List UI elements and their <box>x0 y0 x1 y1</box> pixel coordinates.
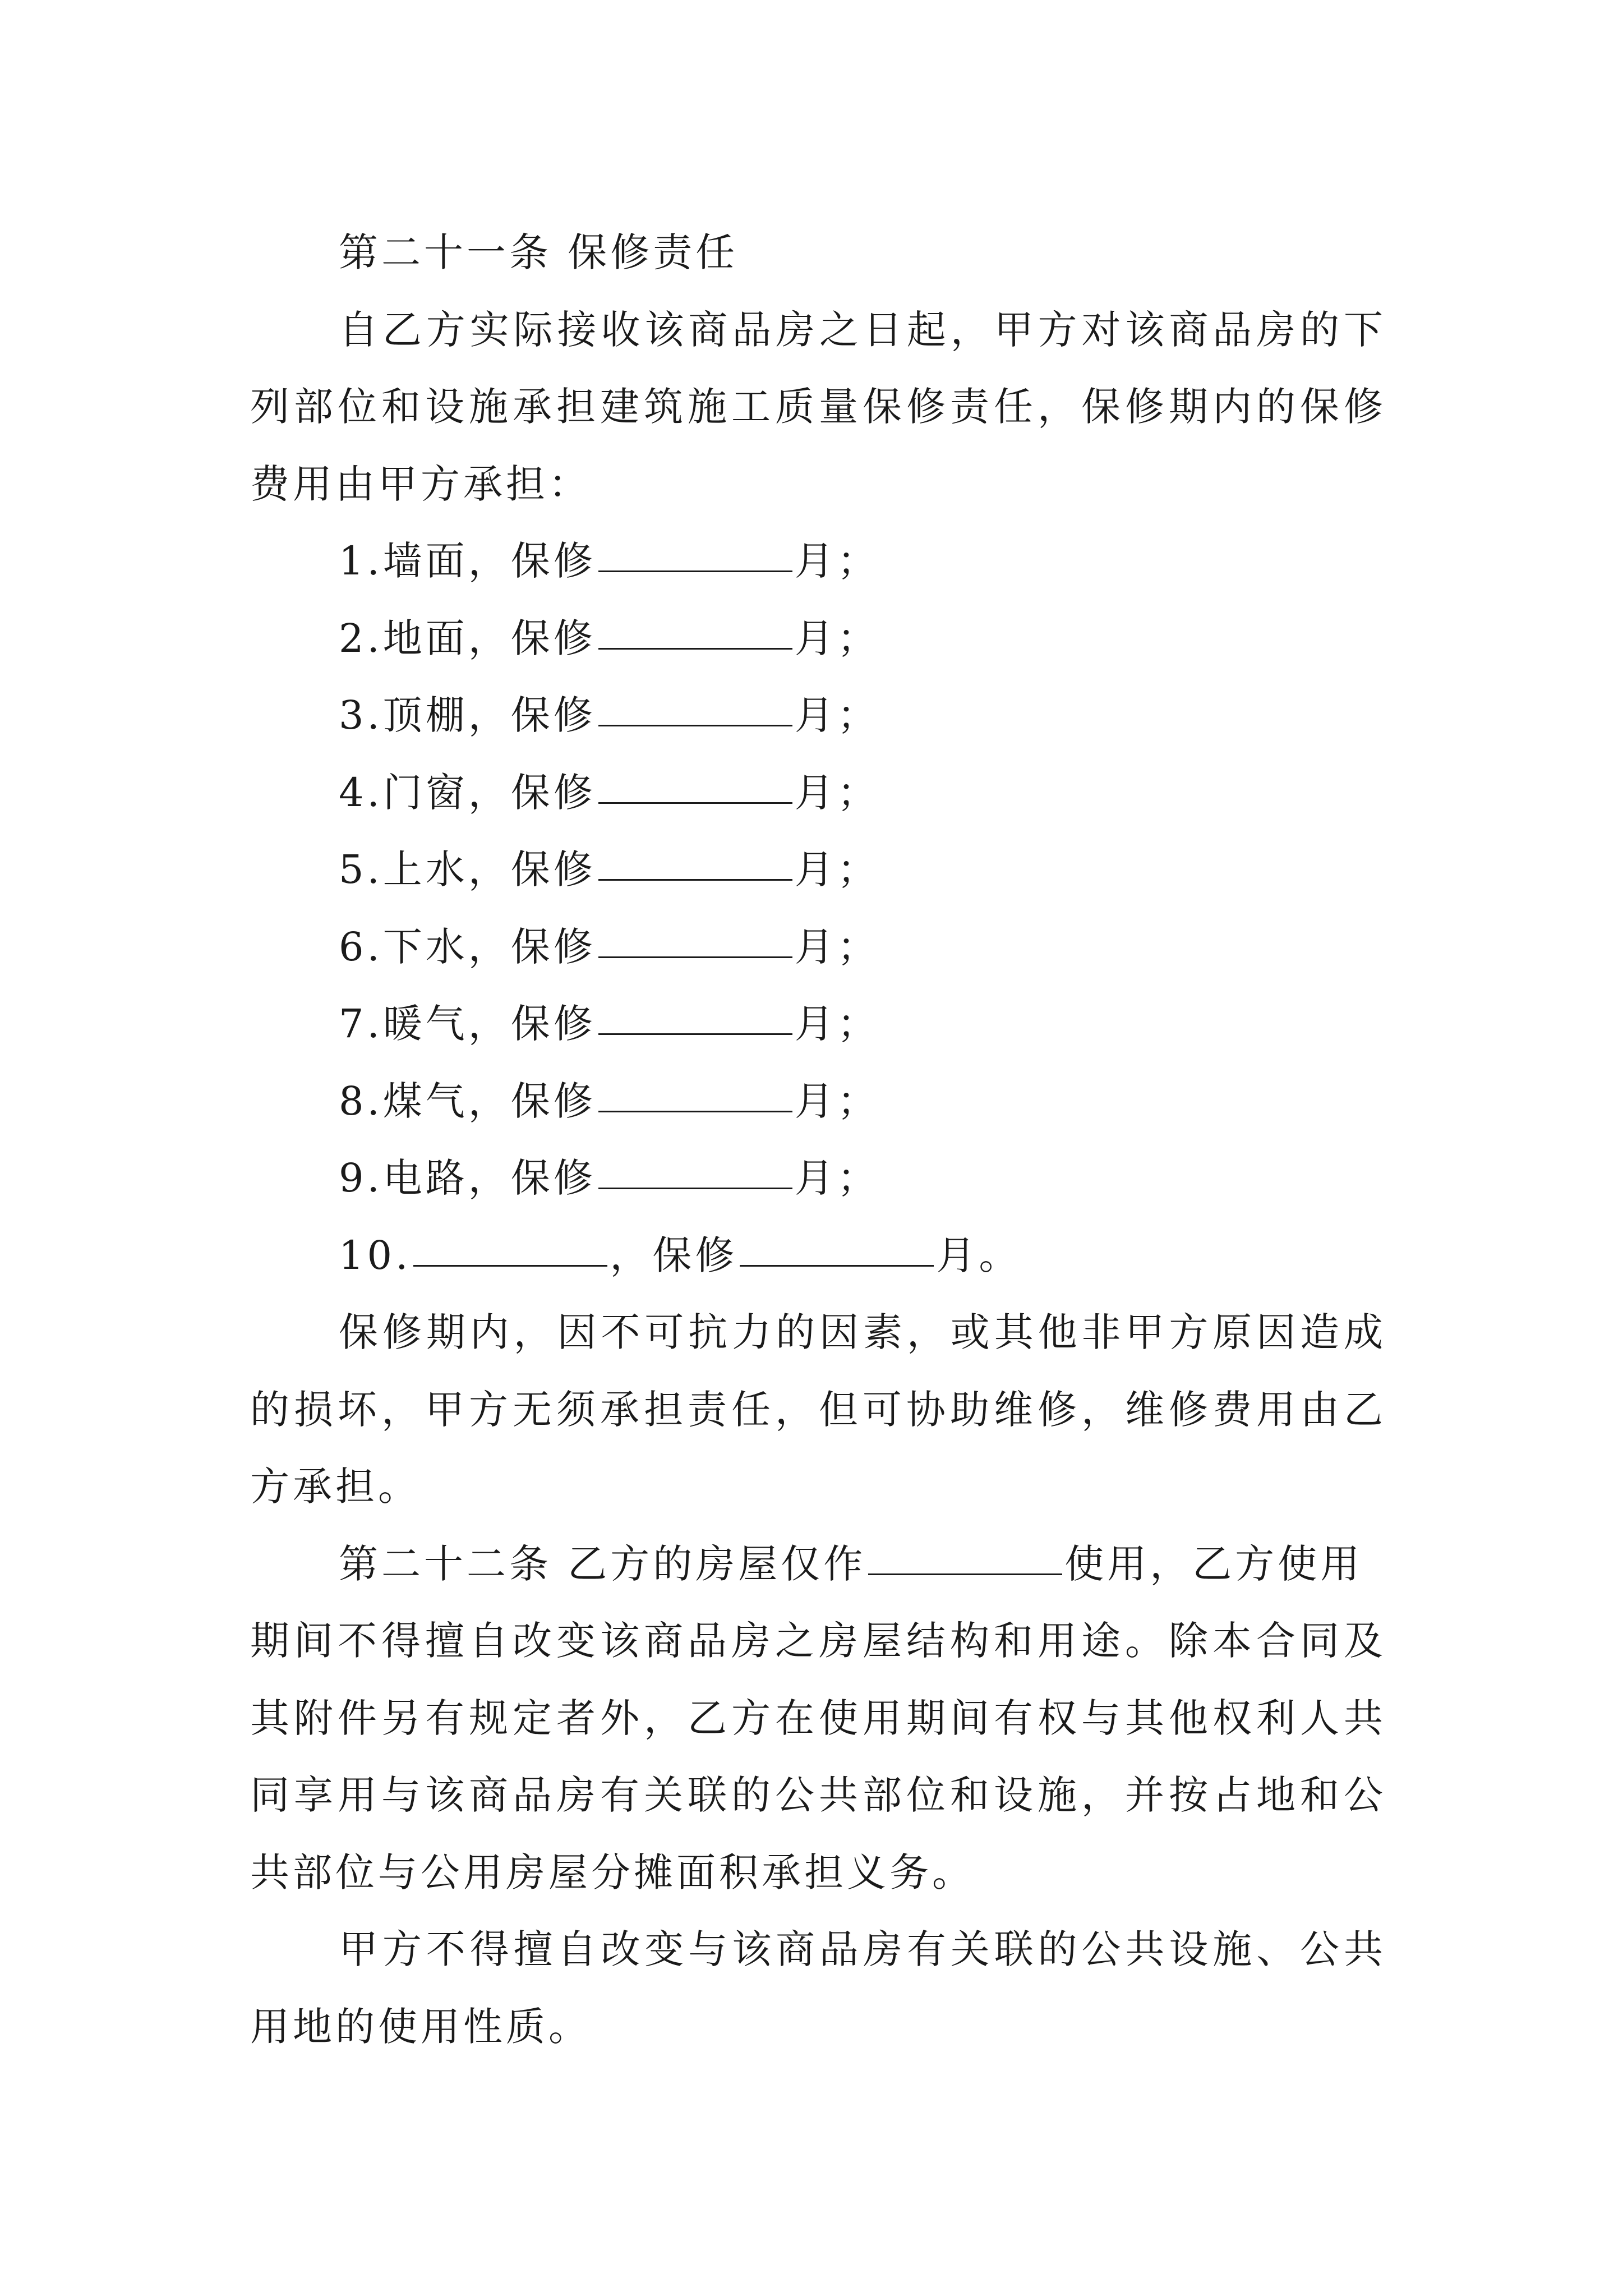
fill-in-blank[interactable] <box>598 1186 792 1189</box>
fill-in-blank[interactable] <box>598 724 792 726</box>
fill-in-blank[interactable] <box>740 1264 934 1267</box>
article-21-intro-line-1: 自乙方实际接收该商品房之日起，甲方对该商品房的下 <box>339 306 1386 353</box>
warranty-item-label: 1.墙面，保修 <box>339 538 596 584</box>
warranty-item-3 <box>250 677 1386 754</box>
warranty-item-unit: 月； <box>794 1001 880 1047</box>
fill-in-blank[interactable] <box>598 955 792 958</box>
article-21-intro-line-3: 费用由甲方承担： <box>250 461 591 507</box>
warranty-item-label: 6.下水，保修 <box>339 923 596 970</box>
warranty-item-10 <box>250 1217 1386 1295</box>
warranty-item-label: 9.电路，保修 <box>339 1155 596 1201</box>
warranty-item-8 <box>250 1063 1386 1140</box>
fill-in-blank[interactable] <box>598 569 792 572</box>
warranty-item-unit: 月； <box>794 692 880 738</box>
public-facilities-line-1: 甲方不得擅自改变与该商品房有关联的公共设施、公共 <box>339 1926 1386 1972</box>
fill-in-blank[interactable] <box>413 1264 607 1267</box>
article-22-line-1 <box>250 1526 1386 1603</box>
warranty-item-label: 7.暖气，保修 <box>339 1001 596 1047</box>
warranty-item-label: 8.煤气，保修 <box>339 1078 596 1124</box>
warranty-item-6 <box>250 909 1386 986</box>
fill-in-blank[interactable] <box>598 801 792 804</box>
warranty-item-label: 5.上水，保修 <box>339 846 596 892</box>
warranty-item-label: 2.地面，保修 <box>339 615 596 661</box>
article-21-intro-line-2: 列部位和设施承担建筑施工质量保修责任，保修期内的保修 <box>250 384 1386 430</box>
warranty-item-unit: 月； <box>794 538 880 584</box>
document-body <box>250 214 1386 2065</box>
warranty-item-label: 3.顶棚，保修 <box>339 692 596 738</box>
warranty-item-number: 10. <box>339 1232 412 1278</box>
article-22-title: 第二十二条 乙方的房屋仅作 <box>339 1540 866 1587</box>
article-22-line-5: 共部位与公用房屋分摊面积承担义务。 <box>250 1849 975 1895</box>
warranty-item-7 <box>250 986 1386 1063</box>
public-facilities-line-2: 用地的使用性质。 <box>250 2003 591 2050</box>
fill-in-blank[interactable] <box>598 647 792 650</box>
warranty-item-unit: 月。 <box>936 1232 1022 1278</box>
warranty-item-9 <box>250 1140 1386 1217</box>
warranty-item-2 <box>250 600 1386 678</box>
fill-in-blank[interactable] <box>598 1032 792 1035</box>
force-majeure-line-1: 保修期内，因不可抗力的因素，或其他非甲方原因造成 <box>339 1309 1386 1355</box>
article-22-line-2: 期间不得擅自改变该商品房之房屋结构和用途。除本合同及 <box>250 1618 1386 1664</box>
force-majeure-line-3: 方承担。 <box>250 1464 421 1510</box>
warranty-item-label: 4.门窗，保修 <box>339 769 596 816</box>
warranty-item-unit: 月； <box>794 846 880 892</box>
warranty-item-label: ，保修 <box>610 1232 738 1278</box>
fill-in-blank[interactable] <box>868 1572 1062 1575</box>
warranty-item-1 <box>250 523 1386 600</box>
warranty-item-5 <box>250 831 1386 909</box>
fill-in-blank[interactable] <box>598 878 792 881</box>
article-22-line-4: 同享用与该商品房有关联的公共部位和设施，并按占地和公 <box>250 1772 1386 1818</box>
warranty-item-unit: 月； <box>794 615 880 661</box>
article-22-line-3: 其附件另有规定者外，乙方在使用期间有权与其他权利人共 <box>250 1695 1386 1741</box>
article-22-text: 使用，乙方使用 <box>1064 1540 1363 1587</box>
warranty-item-unit: 月； <box>794 1155 880 1201</box>
fill-in-blank[interactable] <box>598 1110 792 1112</box>
warranty-item-unit: 月； <box>794 923 880 970</box>
warranty-item-unit: 月； <box>794 769 880 816</box>
force-majeure-line-2: 的损坏，甲方无须承担责任，但可协助维修，维修费用由乙 <box>250 1386 1386 1433</box>
warranty-item-unit: 月； <box>794 1078 880 1124</box>
warranty-item-4 <box>250 754 1386 832</box>
article-21-title: 第二十一条 保修责任 <box>339 229 739 275</box>
